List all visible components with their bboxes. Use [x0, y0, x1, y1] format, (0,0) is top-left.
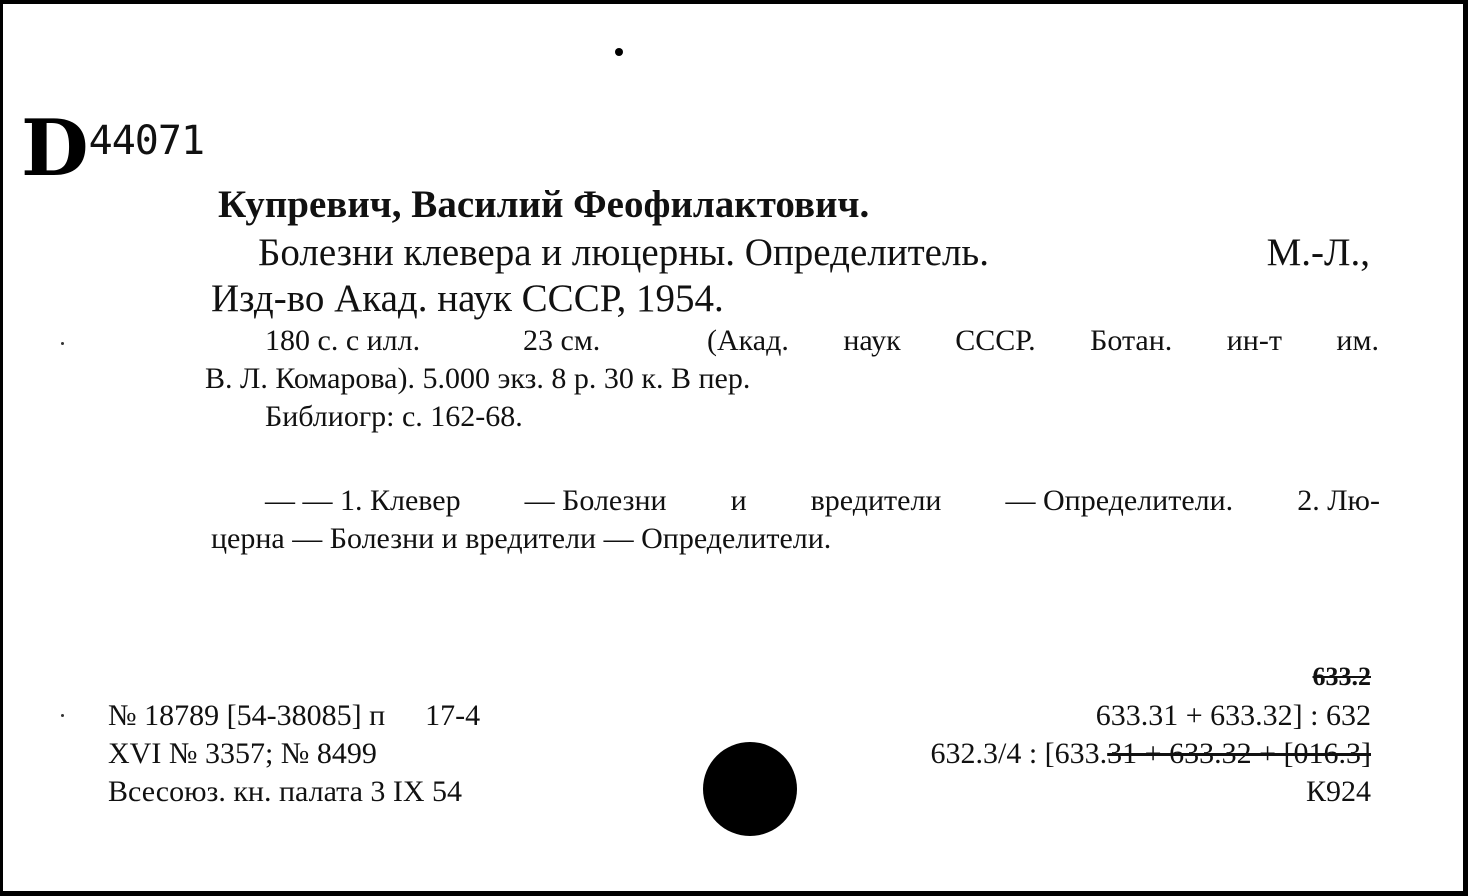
series-word: им. — [1336, 324, 1379, 357]
series-word: наук — [843, 324, 901, 357]
publication-place: М.-Л., — [1266, 231, 1370, 274]
title-line-2: Изд-во Акад. наук СССР, 1954. — [211, 277, 724, 320]
ink-speck — [61, 342, 64, 345]
subject-word: 2. Лю- — [1297, 484, 1380, 517]
classification-line-1: 633.31 + 633.32] : 632 — [1095, 699, 1371, 732]
classification-prefix: 632.3/4 : [633. — [930, 737, 1108, 770]
classification-struck: 31 + 633.32 + [016.3] — [1107, 737, 1371, 770]
ink-dot — [615, 48, 623, 56]
title-line-1: Болезни клевера и люцерны. Определитель. — [258, 231, 989, 274]
card-numbers: XVI № 3357; № 8499 — [108, 737, 377, 770]
ink-speck — [61, 714, 64, 717]
subject-word: — — 1. Клевер — [265, 484, 461, 517]
subject-headings-line-1 — [265, 484, 1380, 518]
registration-code: № 18789 [54-38085] п — [108, 699, 386, 732]
series-info — [707, 324, 1379, 358]
shelfmark — [21, 103, 205, 194]
author-heading: Купревич, Василий Феофилактович. — [218, 183, 870, 226]
shelfmark-number: 44071 — [88, 118, 205, 164]
subject-word: вредители — [810, 484, 942, 517]
classification-line-2 — [931, 737, 1372, 771]
registration-number — [108, 699, 480, 733]
series-word: Ботан. — [1090, 324, 1173, 357]
size-info: 23 см. — [523, 324, 601, 357]
subject-word: — Определители. — [1005, 484, 1234, 517]
subject-word: — Болезни — [524, 484, 667, 517]
description-line-2: В. Л. Комарова). 5.000 экз. 8 р. 30 к. В пер. — [205, 362, 751, 395]
pages-info: 180 с. с илл. — [265, 324, 421, 357]
card-punch-hole — [703, 742, 797, 836]
series-word: ин-т — [1226, 324, 1282, 357]
bibliography-note: Библиогр: с. 162-68. — [265, 400, 523, 433]
subject-headings-line-2: церна — Болезни и вредители — Определители. — [211, 522, 832, 555]
author-mark: К924 — [1305, 775, 1371, 808]
registration-suffix: 17-4 — [425, 699, 481, 732]
chamber-stamp: Всесоюз. кн. палата 3 IX 54 — [108, 775, 463, 808]
series-word: СССР. — [955, 324, 1036, 357]
series-word: (Акад. — [707, 324, 789, 357]
subject-word: и — [730, 484, 747, 517]
shelfmark-letter: D — [21, 103, 87, 194]
crossed-classification: 633.2 — [1312, 662, 1371, 691]
